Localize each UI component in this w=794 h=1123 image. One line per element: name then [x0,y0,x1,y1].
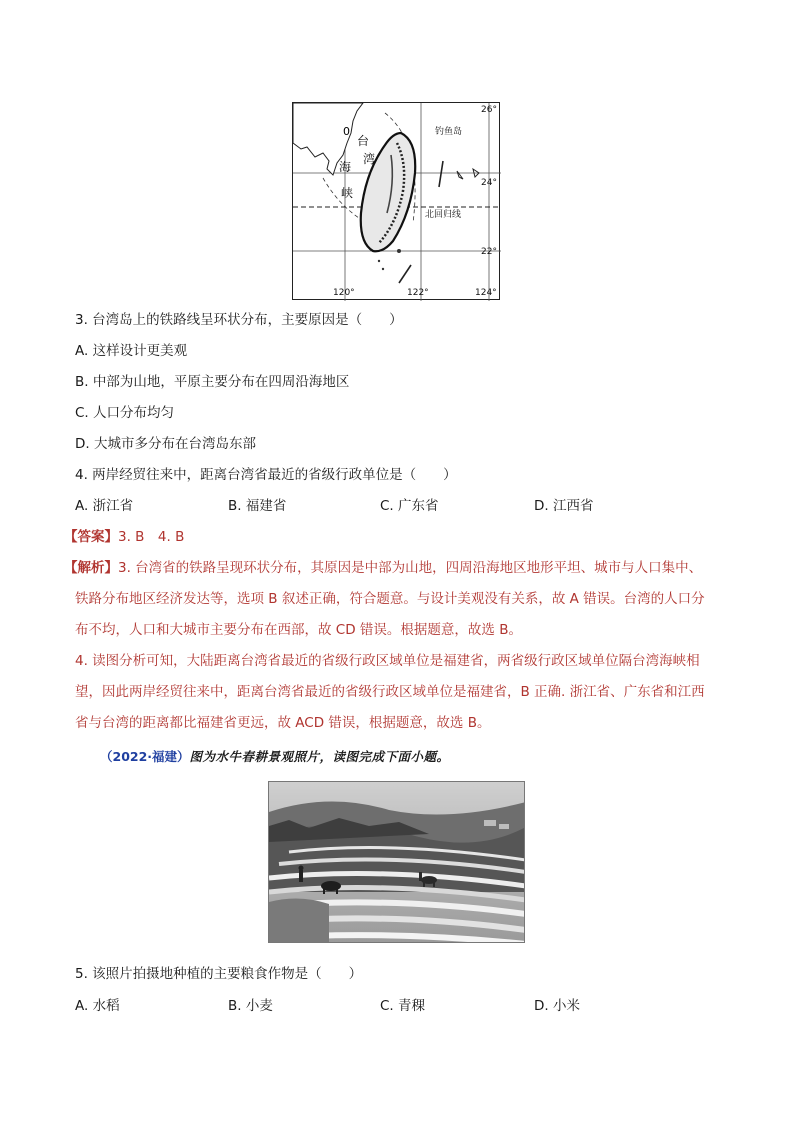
analysis-line-4: 4. 读图分析可知，大陆距离台湾省最近的省级行政区域单位是福建省，两省级行政区域单位隔台湾海峡相 [75,653,700,669]
lon-label-120: 120° [333,288,355,298]
q5-option-a: A. 水稻 [75,998,120,1014]
taiwan-map [292,102,500,300]
q3-stem: 3. 台湾岛上的铁路线呈环状分布，主要原因是（ ） [75,312,403,328]
q3-option-d: D. 大城市多分布在台湾岛东部 [75,436,256,452]
q5-option-d: D. 小米 [534,998,580,1014]
q5-intro-text: 图为水牛春耕景观照片，读图完成下面小题。 [189,749,450,764]
map-drawing [293,103,501,301]
q5-option-b: B. 小麦 [228,998,273,1014]
q4-option-c: C. 广东省 [380,498,439,514]
q4-option-b: B. 福建省 [228,498,287,514]
lat-label-26: 26° [481,105,497,115]
diaoyu-label: 钓鱼岛 [435,127,463,137]
q3-option-b: B. 中部为山地，平原主要分布在四周沿海地区 [75,374,350,390]
lon-label-122: 122° [407,288,429,298]
analysis-line-2: 铁路分布地区经济发达等，选项 B 叙述正确，符合题意。与设计美观没有关系，故 A 错误。台湾的人口分 [75,591,705,607]
lon-label-124: 124° [475,288,497,298]
analysis-line-1 [64,559,702,577]
q4-stem: 4. 两岸经贸往来中，距离台湾省最近的省级行政单位是（ ） [75,467,457,483]
q4-option-a: A. 浙江省 [75,498,134,514]
svg-text:0: 0 [343,125,350,138]
answer-tag: 【答案】 [64,529,118,545]
lat-label-24: 24° [481,178,497,188]
strait-char-4: 峡 [341,186,354,200]
analysis-tag: 【解析】 [64,560,118,576]
analysis-text-1: 3. 台湾省的铁路呈现环状分布，其原因是中部为山地，四周沿海地区地形平坦、城市与人口集中、 [118,560,703,576]
terrace-photo-drawing [269,782,525,943]
q4-option-d: D. 江西省 [534,498,594,514]
analysis-line-5: 望，因此两岸经贸往来中，距离台湾省最近的省级行政区域单位是福建省，B 正确. 浙江省、广东省和江西 [75,684,705,700]
strait-char-1: 台 [357,134,370,148]
answer-text: 3. B 4. B [118,529,185,545]
terrace-photo [268,781,525,943]
strait-char-3: 海 [339,160,352,174]
tropic-label: 北回归线 [425,210,462,220]
lat-label-22: 22° [481,247,497,257]
strait-char-2: 湾 [363,152,376,166]
q5-intro-source: （2022·福建） [100,749,190,764]
q5-intro [100,749,450,765]
q3-option-a: A. 这样设计更美观 [75,343,188,359]
q5-option-c: C. 青稞 [380,998,426,1014]
q5-stem: 5. 该照片拍摄地种植的主要粮食作物是（ ） [75,966,363,982]
analysis-line-6: 省与台湾的距离都比福建省更远，故 ACD 错误，根据题意，故选 B。 [75,715,491,731]
answer-line [64,528,184,546]
q3-option-c: C. 人口分布均匀 [75,405,175,421]
analysis-line-3: 布不均，人口和大城市主要分布在西部，故 CD 错误。根据题意，故选 B。 [75,622,522,638]
